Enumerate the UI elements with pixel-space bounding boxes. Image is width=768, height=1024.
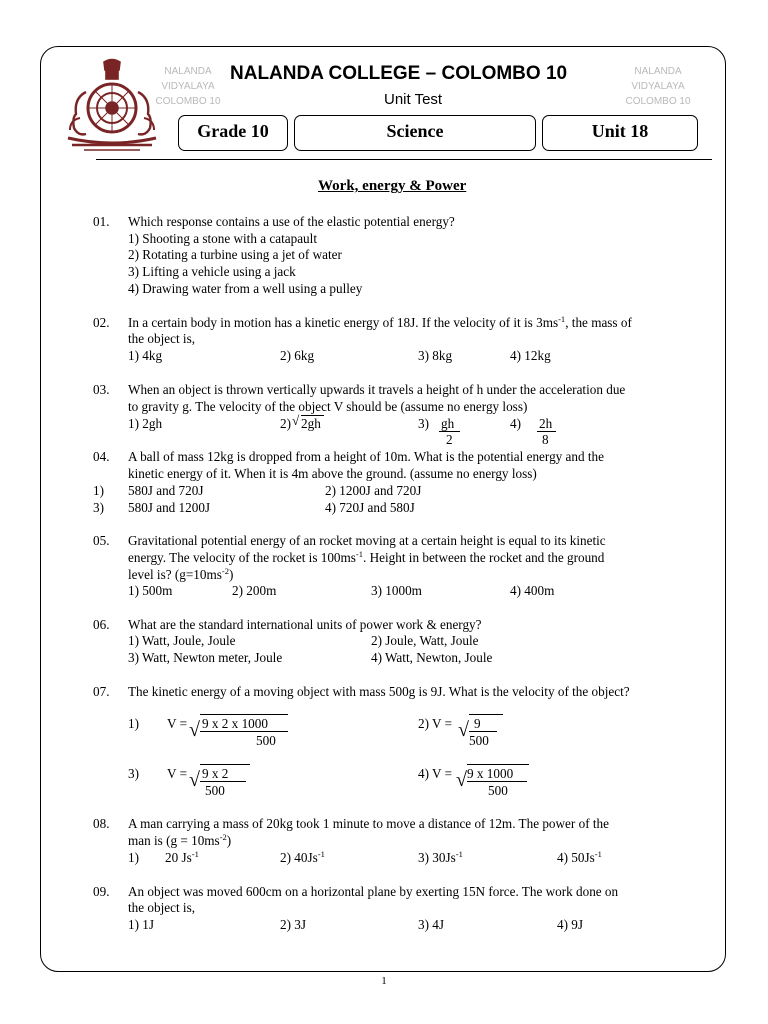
question-text-part: energy. The velocity of the rocket is 100ms [128,550,356,565]
option: 2) 1200J and 720J [325,483,422,498]
question-number: 04. [93,449,110,464]
option-label: 1) [128,716,139,731]
question-number: 06. [93,617,110,632]
question-number: 09. [93,884,110,899]
question-text: The kinetic energy of a moving object with mass 500g is 9J. What is the velocity of the object? [128,684,630,699]
college-crest-logo [64,58,160,154]
question-number: 05. [93,533,110,548]
watermark-line: NALANDA [164,66,212,77]
option-label: 4) V = [418,766,453,781]
grade-box: Grade 10 [178,115,288,151]
option-text: 3) 30Js [418,850,456,865]
option: 4) Watt, Newton, Joule [371,650,493,665]
superscript: -2 [219,832,227,842]
square-root-sign: √ [456,769,467,791]
fraction-denominator: 500 [205,783,225,798]
option-label: 2) [280,416,291,431]
question-text: When an object is thrown vertically upwards it travels a height of h under the acceleration due [128,382,626,397]
square-root-sign: √ [458,719,469,741]
unit-box: Unit 18 [542,115,698,151]
question-text-part: ) [228,567,234,582]
option-label: 3) [128,766,139,781]
question-text-part: ) [226,833,232,848]
option [280,849,325,866]
option: 2) 6kg [280,348,315,363]
option-label: 2) V = [418,716,453,731]
option: 3) 4J [418,917,445,932]
fraction-denominator: 2 [446,432,453,447]
question-text: A ball of mass 12kg is dropped from a height of 10m. What is the potential energy and the [128,449,604,464]
question-text: What are the standard international units of power work & energy? [128,617,482,632]
option-text: 20 Js [165,850,192,865]
question-number: 01. [93,214,110,229]
option: 4) Drawing water from a well using a pulley [128,281,363,296]
option-label: 1) [93,483,104,498]
fraction-denominator: 500 [256,733,276,748]
option-lhs: V = [167,766,188,781]
question-text: Which response contains a use of the elastic potential energy? [128,214,455,229]
page-title: Work, energy & Power [318,178,467,194]
question-text-continued [128,832,231,849]
watermark-left [148,64,228,109]
option: 2) 3J [280,917,307,932]
question-text: A man carrying a mass of 20kg took 1 minute to move a distance of 12m. The power of the [128,816,609,831]
fraction-numerator: gh [441,416,455,431]
fraction-denominator: 500 [469,733,489,748]
option: 3) Watt, Newton meter, Joule [128,650,283,665]
option: 2) Rotating a turbine using a jet of water [128,247,342,262]
question-text-continued: the object is, [128,331,196,346]
question-text-continued: to gravity g. The velocity of the object V should be (assume no energy loss) [128,399,528,414]
question-text: Gravitational potential energy of an rocket moving at a certain height is equal to its kinetic [128,533,606,548]
option: 580J and 1200J [128,500,211,515]
option: 2) 200m [232,583,277,598]
fraction-denominator: 8 [542,432,549,447]
question-number: 03. [93,382,110,397]
superscript: -1 [594,849,602,859]
superscript: -1 [191,849,199,859]
option: 4) 9J [557,917,584,932]
watermark-line: COLOMBO 10 [155,96,221,107]
option-label: 3) [93,500,104,515]
option: 4) 720J and 580J [325,500,415,515]
question-text-part: In a certain body in motion has a kinetic energy of 18J. If the velocity of it is 3ms [128,315,559,330]
option: 580J and 720J [128,483,204,498]
option: 1) Shooting a stone with a catapault [128,231,317,246]
question-text-continued: kinetic energy of it. When it is 4m above the ground. (assume no energy loss) [128,466,537,481]
square-root-sign: √ [189,769,200,791]
option: 1) 1J [128,917,155,932]
superscript: -1 [558,314,566,324]
fraction-denominator: 500 [488,783,508,798]
option: 3) Lifting a vehicle using a jack [128,264,296,279]
header-divider [96,159,712,160]
fraction-numerator: 9 x 1000 [467,766,514,781]
option: 4) 12kg [510,348,551,363]
watermark-right [618,64,698,109]
superscript: -1 [355,549,364,559]
question-text-part: man is (g = 10ms [128,833,220,848]
option-label: 3) [418,416,429,431]
test-type: Unit Test [384,91,443,108]
college-name: NALANDA COLLEGE – COLOMBO 10 [230,63,568,84]
option [418,849,463,866]
watermark-line: COLOMBO 10 [625,96,691,107]
option: 1) 4kg [128,348,163,363]
question-text-part: level is? (g=10ms [128,567,222,582]
option-text: 4) 50Js [557,850,595,865]
question-text-part: , the mass of [565,315,632,330]
question-text-part: . Height in between the rocket and the ground [363,550,605,565]
option: 3) 8kg [418,348,453,363]
superscript: -1 [455,849,463,859]
option [557,849,602,866]
question-text [128,314,722,331]
square-root-sign: √ [292,413,300,428]
superscript: -2 [221,566,229,576]
option-label: 4) [510,416,521,431]
question-text-continued [128,549,722,566]
watermark-line: VIDYALAYA [631,81,685,92]
superscript: -1 [317,849,325,859]
square-root-sign: √ [189,719,200,741]
fraction-numerator: 9 [474,716,481,731]
option: 1) Watt, Joule, Joule [128,633,236,648]
question-number: 02. [93,315,110,330]
watermark-line: VIDYALAYA [161,81,215,92]
subject-box: Science [294,115,536,151]
page-number: 1 [381,975,387,987]
question-text-continued: the object is, [128,900,196,915]
radicand: 2gh [301,416,321,431]
fraction-numerator: 9 x 2 [202,766,229,781]
option: 1) 500m [128,583,173,598]
option: 2) Joule, Watt, Joule [371,633,479,648]
watermark-line: NALANDA [634,66,682,77]
option-text: 2) 40Js [280,850,318,865]
fraction-numerator: 2h [539,416,553,431]
option-lhs: V = [167,716,188,731]
question-number: 07. [93,684,110,699]
option: 1) 2gh [128,416,163,431]
question-text: An object was moved 600cm on a horizontal plane by exerting 15N force. The work done on [128,884,619,899]
option-label: 1) [128,850,139,865]
option: 3) 1000m [371,583,422,598]
option [165,849,199,866]
fraction-numerator: 9 x 2 x 1000 [202,716,268,731]
question-text-continued [128,566,233,583]
question-number: 08. [93,816,110,831]
option: 4) 400m [510,583,555,598]
